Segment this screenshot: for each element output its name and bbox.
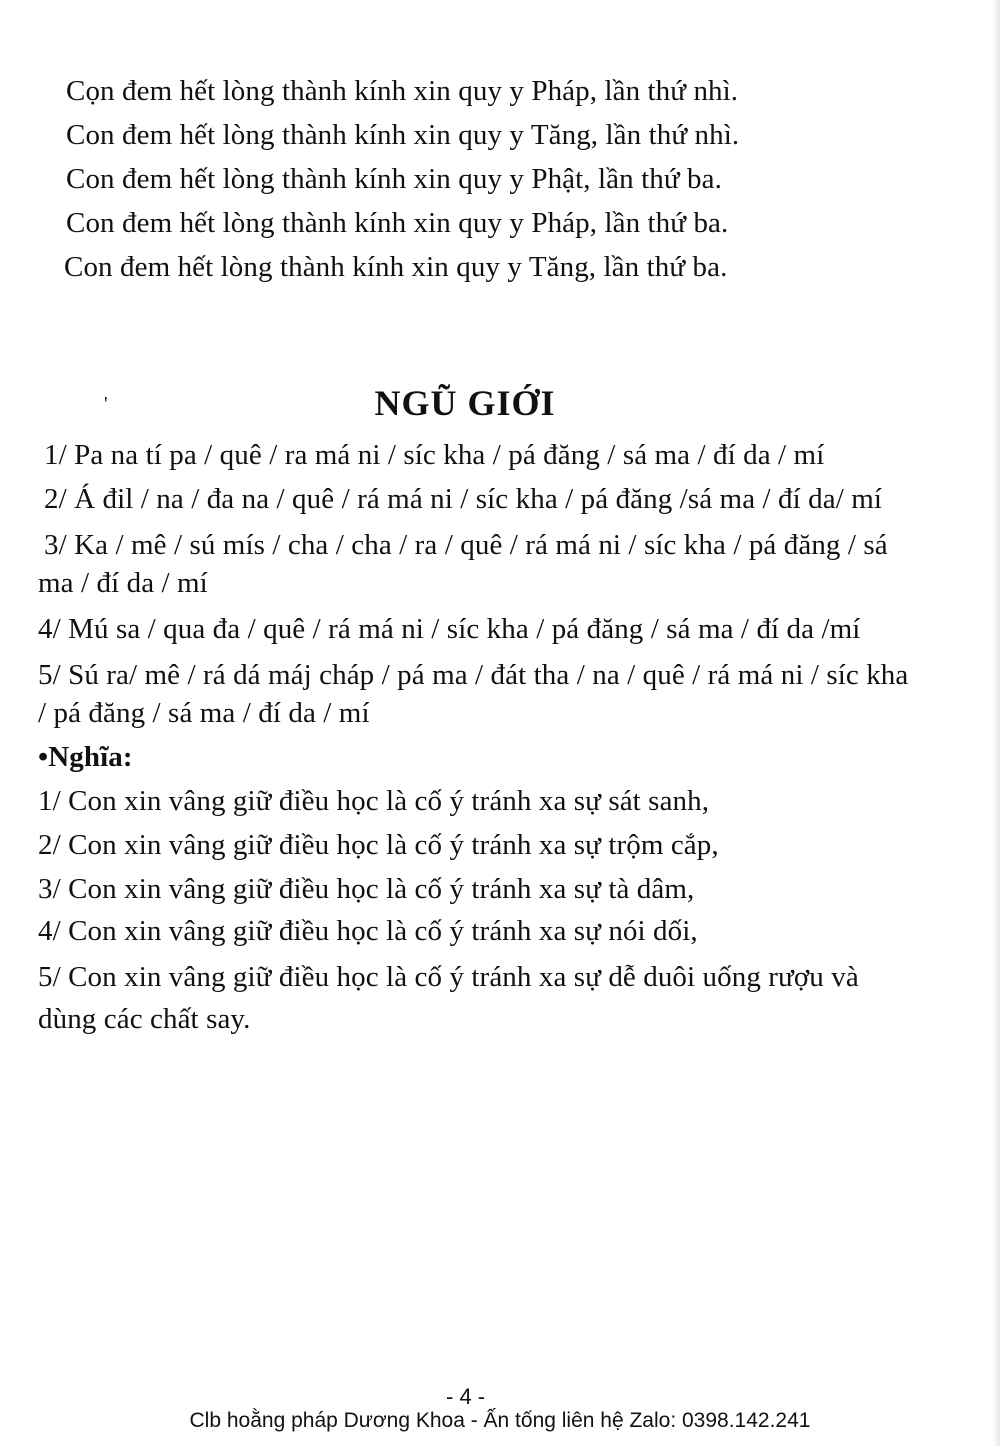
section-heading: NGŨ GIỚI [374,383,556,423]
intro-line-4: Con đem hết lòng thành kính xin quy y Pháp, lần thứ ba. [66,207,729,239]
footer-note: Clb hoằng pháp Dương Khoa - Ấn tống liên hệ Zalo: 0398.142.241 [189,1409,811,1432]
meaning-line-4: 4/ Con xin vâng giữ điều học là cố ý tránh xa sự nói dối, [38,915,698,947]
precept-line-5: 5/ Sú ra/ mê / rá dá máj cháp / pá ma / đát tha / na / quê / rá má ni / síc kha [38,659,909,691]
precept-line-1: 1/ Pa na tí pa / quê / ra má ni / síc kha / pá đăng / sá ma / đí da / mí [44,439,825,471]
page-number: - 4 - [446,1384,486,1409]
meaning-line-3: 3/ Con xin vâng giữ điều học là cố ý tránh xa sự tà dâm, [38,873,695,905]
precept-line-3: 3/ Ka / mê / sú mís / cha / cha / ra / quê / rá má ni / síc kha / pá đăng / sá [44,529,888,561]
intro-line-1: Cọn đem hết lòng thành kính xin quy y Pháp, lần thứ nhì. [66,75,739,107]
precept-line-2: 2/ Á đil / na / đa na / quê / rá má ni / síc kha / pá đăng /sá ma / đí da/ mí [44,483,883,515]
intro-line-5: Con đem hết lòng thành kính xin quy y Tăng, lần thứ ba. [64,251,728,283]
stray-mark: ' [104,393,108,415]
intro-line-3: Con đem hết lòng thành kính xin quy y Phật, lần thứ ba. [66,163,722,195]
meaning-heading: •Nghĩa: [38,741,133,773]
intro-line-2: Con đem hết lòng thành kính xin quy y Tăng, lần thứ nhì. [66,119,740,151]
meaning-line-5-cont: dùng các chất say. [38,1003,251,1035]
precept-line-5-cont: / pá đăng / sá ma / đí da / mí [38,697,370,729]
precept-line-3-cont: ma / đí da / mí [38,567,208,599]
meaning-line-2: 2/ Con xin vâng giữ điều học là cố ý tránh xa sự trộm cắp, [38,829,719,861]
page-edge-shadow [992,0,1000,1446]
meaning-line-1: 1/ Con xin vâng giữ điều học là cố ý tránh xa sự sát sanh, [38,785,710,817]
meaning-line-5: 5/ Con xin vâng giữ điều học là cố ý tránh xa sự dễ duôi uống rượu và [38,961,859,993]
precept-line-4: 4/ Mú sa / qua đa / quê / rá má ni / síc kha / pá đăng / sá ma / đí da /mí [38,613,861,645]
